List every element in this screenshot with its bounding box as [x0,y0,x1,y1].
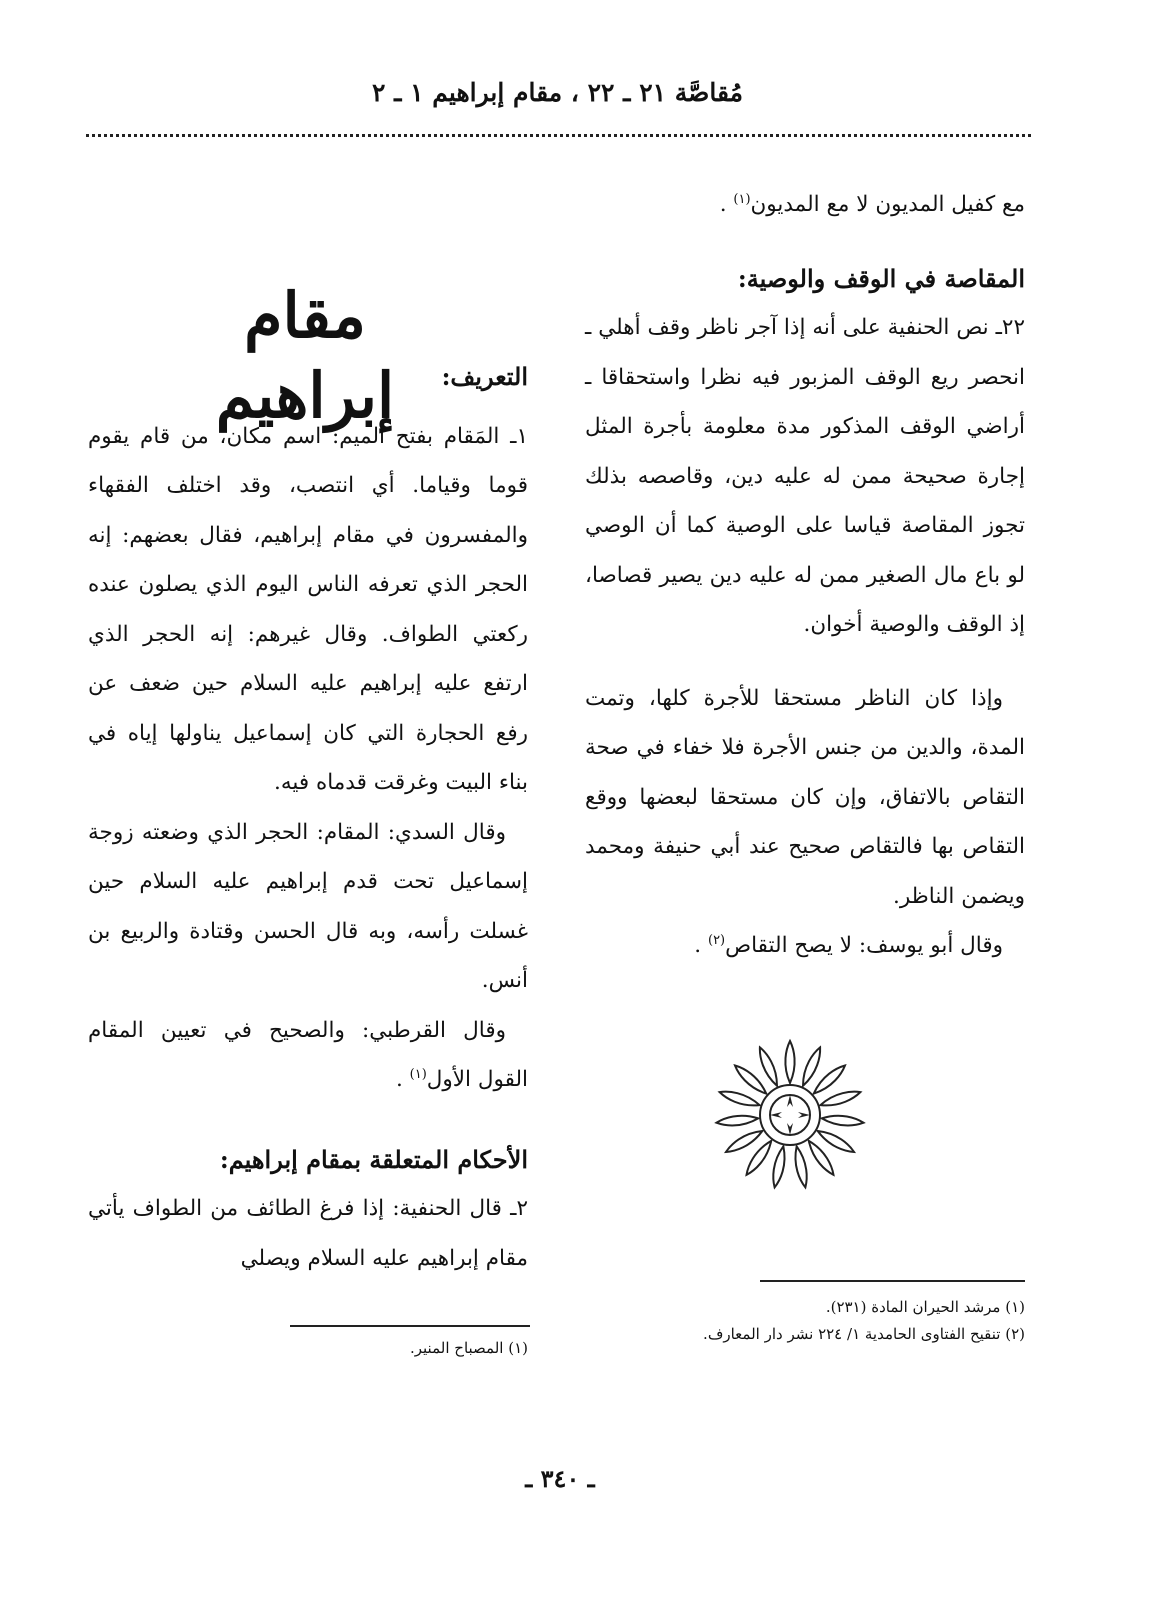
paragraph-1: ١ـ المَقام بفتح الميم: اسم مكان، من قام يقوم قوما وقياما. أي انتصب، وقد اختلف الفقهاء والمفسرون في مقام إبراهيم، فقال بعضهم: إنه الحجر الذي تعرفه الناس اليوم الذي يصلون عنده ركعتي الطواف. وقال غيرهم: إنه الحجر الذي ارتفع عليه إبراهيم عليه السلام حين ضعف عن رفع الحجارة التي كان إسماعيل يناولها إياه في بناء البيت وغرقت قدماه فيه. [88,423,528,795]
footnote: (٢) تنقيح الفتاوى الحامدية ١/ ٢٢٤ نشر دار المعارف. [703,1325,1025,1343]
section-title: مقام إبراهيم [215,279,395,432]
footnote-rule-right [760,1280,1025,1282]
definition-heading: التعريف: [441,362,528,391]
left-column [88,352,528,1283]
continuation-line: مع كفيل المديون لا مع المديون$^{(١)}$ . [719,191,1025,217]
paragraph-abu-yusuf: وقال أبو يوسف: لا يصح التقاص$^{(٢)}$ . [694,932,1003,958]
footnote: (١) مرشد الحيران المادة (٢٣١). [825,1298,1025,1316]
header-dotted-rule [86,134,1031,137]
running-header: مُقاصَّة ٢١ ـ ٢٢ ، مقام إبراهيم ١ ـ ٢ [371,78,744,107]
page-number: ـ ٣٤٠ ـ [525,1464,595,1493]
paragraph-2: ٢ـ قال الحنفية: إذا فرغ الطائف من الطواف يأتي مقام إبراهيم عليه السلام ويصلي [88,1196,528,1271]
floral-star-ornament-icon [710,1035,870,1195]
footnote-ref: (٢) [707,932,726,948]
footnote-ref: (١) [409,1066,427,1082]
footnote-ref: (١) [733,191,751,207]
paragraph-suddi: وقال السدي: المقام: الحجر الذي وضعته زوجة إسماعيل تحت قدم إبراهيم عليه السلام حين غسلت رأسه، وبه قال الحسن وقتادة والربيع بن أنس. [88,819,528,993]
paragraph-nazir: وإذا كان الناظر مستحقا للأجرة كلها، وتمت المدة، والدين من جنس الأجرة فلا خفاء في صحة التقاص بالاتفاق، وإن كان مستحقا لبعضها ووقع التقاص بها فالتقاص صحيح عند أبي حنيفة ومحمد ويضمن الناظر. [585,685,1025,909]
footnotes-right [585,1294,1025,1348]
section-heading-waqf: المقاصة في الوقف والوصية: [737,263,1025,293]
paragraph-qurtubi: وقال القرطبي: والصحيح في تعيين المقام القول الأول$^{(١)}$ . [88,1017,528,1092]
footnote: (١) المصباح المنير. [409,1339,528,1357]
footnote-rule-left [290,1325,530,1327]
paragraph-22: ٢٢ـ نص الحنفية على أنه إذا آجر ناظر وقف أهلي ـ انحصر ريع الوقف المزبور فيه نظرا واستحقاقا ـ أراضي الوقف المذكور مدة معلومة بأجرة المثل إجارة صحيحة ممن له عليه دين، وقاصصه بذلك تجوز المقاصة قياسا على الوصية كما أن الوصي لو باع مال الصغير ممن له عليه دين يصير قصاصا، إذ الوقف والوصية أخوان. [585,315,1025,637]
right-column [585,180,1025,971]
rulings-heading: الأحكام المتعلقة بمقام إبراهيم: [219,1144,528,1174]
footnotes-left [88,1335,528,1362]
